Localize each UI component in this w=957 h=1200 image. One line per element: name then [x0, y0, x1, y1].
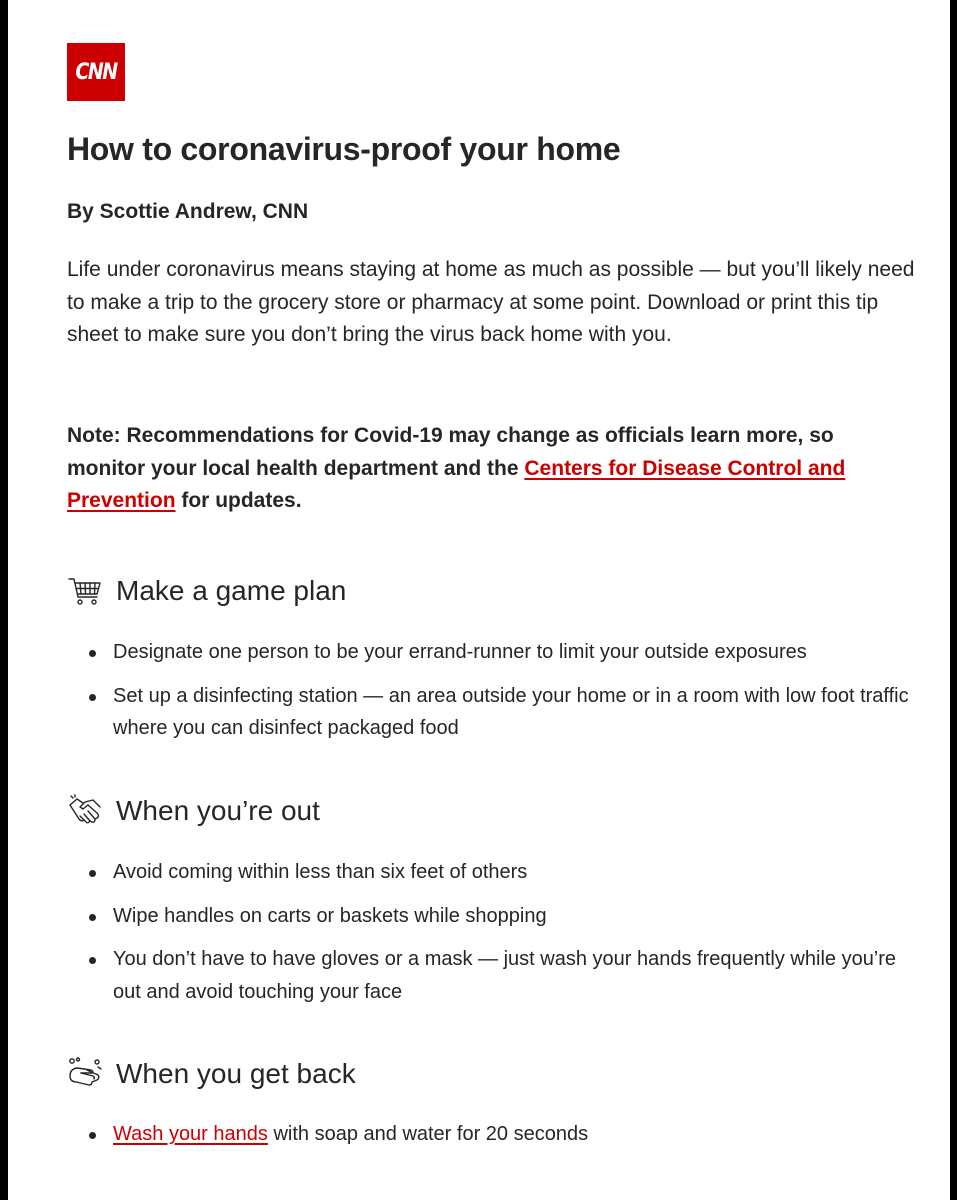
note-text-after: for updates.: [175, 489, 302, 512]
section-heading-get-back: [67, 1056, 356, 1092]
list-item: [67, 943, 917, 1008]
bullet-icon: [89, 914, 96, 921]
bullet-icon: [89, 870, 96, 877]
bullet-icon: [89, 957, 96, 964]
wash-hands-link[interactable]: Wash your hands: [113, 1123, 268, 1145]
list-item: [67, 636, 917, 669]
list-item-text: Wipe handles on carts or baskets while shopping: [113, 904, 547, 927]
list-item-text: Avoid coming within less than six feet of others: [113, 861, 528, 883]
list-item: [67, 900, 917, 933]
washing-hands-icon: [67, 1056, 103, 1092]
bullet-icon: [89, 694, 96, 701]
list-item-text: Set up a disinfecting station — an area outside your home or in a room with low foot traffic where you can disinfect packaged food: [113, 684, 909, 739]
section-title: When you get back: [116, 1058, 356, 1089]
list-item-text: You don’t have to have gloves or a mask — just wash your hands frequently while you’re out and avoid touching your face: [113, 948, 897, 1003]
note-text-before: Note: Recommendations for Covid-19 may change as officials learn more, so monitor your local health department and the: [67, 424, 834, 480]
bullet-icon: [89, 650, 96, 657]
article-byline: By Scottie Andrew, CNN: [67, 200, 309, 223]
list-item: [67, 856, 917, 889]
article-title: How to coronavirus-proof your home: [67, 131, 621, 167]
list-item: [67, 680, 917, 745]
list-item-text: with soap and water for 20 seconds: [267, 1123, 589, 1145]
shopping-cart-icon: [67, 573, 103, 609]
list-item-text: Designate one person to be your errand-runner to limit your outside exposures: [113, 641, 807, 663]
section-list-when-out: [67, 856, 917, 1008]
article-intro: Life under coronavirus means staying at home as much as possible — but you’ll likely need to make a trip to the grocery store or pharmacy at some point. Download or print this tip sheet to make sure you don’t bring the virus back home with you.: [67, 258, 915, 346]
handshake-icon: [67, 793, 103, 829]
list-item: [67, 1118, 917, 1151]
cnn-logo[interactable]: [67, 43, 125, 101]
document-page: [8, 0, 950, 1200]
section-list-game-plan: [67, 636, 917, 745]
article-note: [67, 420, 917, 518]
cnn-logo-text: CNN: [75, 59, 117, 85]
section-title: When you’re out: [116, 795, 320, 826]
section-heading-when-out: [67, 793, 320, 829]
section-list-get-back: [67, 1118, 917, 1151]
section-heading-game-plan: [67, 573, 346, 609]
bullet-icon: [89, 1132, 96, 1139]
cdc-link[interactable]: Centers for Disease Control and Prevention: [67, 456, 846, 512]
section-title: Make a game plan: [116, 575, 347, 606]
